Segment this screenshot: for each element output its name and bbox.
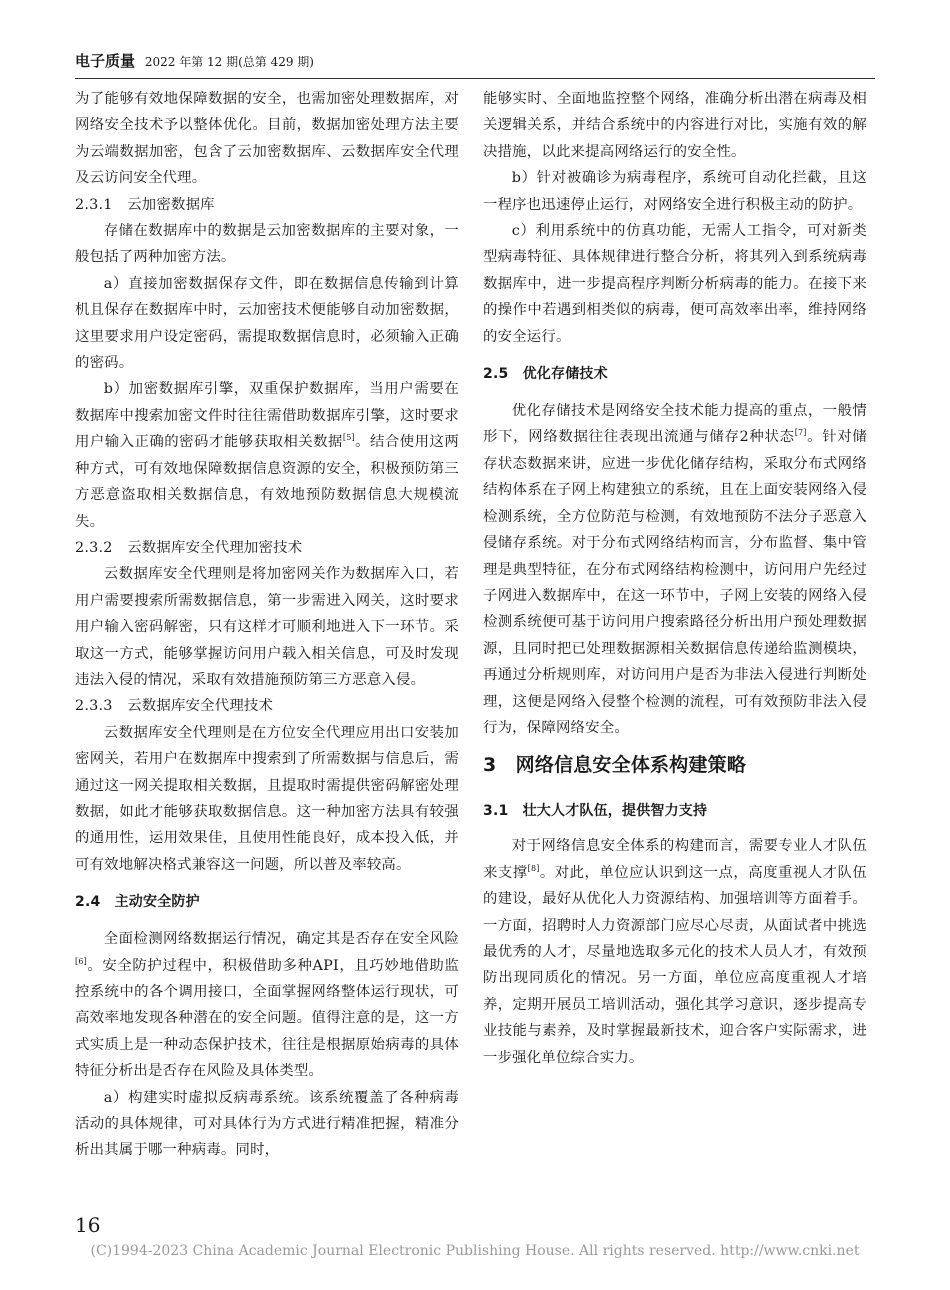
citation-6: [6]: [75, 956, 87, 966]
left-column: [75, 86, 459, 1164]
paragraph: a）直接加密数据保存文件，即在数据信息传输到计算机且保存在数据库中时，云加密技术便能够自动加密数据，这里要求用户设定密码，需提取数据信息时，必须输入正确的密码。: [75, 275, 459, 372]
copyright-notice: (C)1994-2023 China Academic Journal Electronic Publishing House. All rights reserved. http://www.cnki.net: [90, 1243, 860, 1259]
heading-2-3-3: 2.3.3 云数据库安全代理技术: [75, 698, 274, 715]
paragraph: b）针对被确诊为病毒程序，系统可自动化拦截，且这一程序也迅速停止运行，对网络安全进行积极主动的防护。: [483, 170, 867, 213]
header-rule: [75, 78, 875, 79]
heading-section-3: 3 网络信息安全体系构建策略: [483, 754, 747, 777]
paragraph: 云数据库安全代理则是将加密网关作为数据库入口，若用户需要搜索所需数据信息，第一步需进入网关，这时要求用户输入密码解密，只有这样才可顺利地进入下一环节。采取这一方式，能够掌握访问用户载入相关信息，可及时发现违法入侵的情况，采取有效措施预防第三方恶意入侵。: [75, 566, 459, 688]
heading-2-4: 2.4 主动安全防护: [75, 894, 200, 911]
paragraph: 存储在数据库中的数据是云加密数据库的主要对象，一般包括了两种加密方法。: [75, 223, 459, 266]
page-number: 16: [75, 1213, 101, 1237]
heading-2-5: 2.5 优化存储技术: [483, 366, 608, 383]
paragraph: b）加密数据库引擎，双重保护数据库，当用户需要在数据库中搜索加密文件时往往需借助数据库引擎，这时要求用户输入正确的密码才能够获取相关数据[5]。结合使用这两种方式，可有效地保障数据信息资源的安全，积极预防第三方恶意盗取相关数据信息，有效地预防数据信息大规模流失。: [75, 381, 459, 530]
paragraph: 云数据库安全代理则是在方位安全代理应用出口安装加密网关，若用户在数据库中搜索到了所需数据与信息后，需通过这一网关提取相关数据，且提取时需提供密码解密处理数据，如此才能够获取数据信息。这一种加密方法具有较强的通用性，运用效果佳，且使用性能良好，成本投入低，并可有效地解决格式兼容这一问题，所以普及率较高。: [75, 724, 459, 873]
heading-2-3-2: 2.3.2 云数据库安全代理加密技术: [75, 539, 303, 556]
paragraph: 能够实时、全面地监控整个网络，准确分析出潜在病毒及相关逻辑关系，并结合系统中的内容进行对比，实施有效的解决措施，以此来提高网络运行的安全性。: [483, 91, 867, 160]
citation-5: [5]: [342, 433, 355, 443]
paragraph: c）利用系统中的仿真功能，无需人工指令，可对新类型病毒特征、具体规律进行整合分析，将其列入到系统病毒数据库中，进一步提高程序判断分析病毒的能力。在接下来的操作中若遇到相类似的病毒，便可高效率出率，维持网络的安全运行。: [483, 223, 867, 345]
issue-info: 2022 年第 12 期(总第 429 期): [144, 55, 314, 69]
paragraph-data-encryption-intro: 为了能够有效地保障数据的安全，也需加密处理数据库，对网络安全技术予以整体优化。目前，数据加密处理方法主要为云端数据加密，包含了云加密数据库、云数据库安全代理及云访问安全代理。: [75, 91, 459, 187]
running-header: [75, 52, 875, 71]
paragraph: 优化存储技术是网络安全技术能力提高的重点，一般情形下，网络数据往往表现出流通与储存2种状态[7]。针对储存状态数据来讲，应进一步优化储存结构，采取分布式网络结构体系在子网上构建独立的系统，且在上面安装网络入侵检测系统，全方位防范与检测，有效地预防不法分子恶意入侵储存系统。对于分布式网络结构而言，分布监督、集中管理是典型特征，在分布式网络结构检测中，访问用户先经过子网进入数据库中，在这一环节中，子网上安装的网络入侵检测系统便可基于访问用户搜索路径分析出用户预处理数据源，且同时把已处理数据源相关数据信息传递给监测模块，再通过分析规则库，对访问用户是否为非法入侵进行判断处理，这便是网络入侵整个检测的流程，可有效预防非法入侵行为，保障网络安全。: [483, 403, 867, 736]
citation-7: [7]: [794, 428, 807, 438]
paragraph: a）构建实时虚拟反病毒系统。该系统覆盖了各种病毒活动的具体规律，可对具体行为方式进行精准把握，精准分析出其属于哪一种病毒。同时，: [75, 1089, 459, 1159]
heading-3-1: 3.1 壮大人才队伍，提供智力支持: [483, 803, 708, 820]
citation-8: [8]: [527, 863, 540, 873]
paragraph: 对于网络信息安全体系的构建而言，需要专业人才队伍来支撑[8]。对此，单位应认识到这一点，高度重视人才队伍的建设，最好从优化人力资源结构、加强培训等方面着手。一方面，招聘时人力资源部门应尽心尽责，从面试者中挑选最优秀的人才，尽量地选取多元化的技术人员人才，有效预防出现同质化的情况。另一方面，单位应高度重视人才培养，定期开展员工培训活动，强化其学习意识，逐步提高专业技能与素养，及时掌握最新技术，迎合客户实际需求，进一步强化单位综合实力。: [483, 838, 867, 1066]
heading-2-3-1: 2.3.1 云加密数据库: [75, 196, 215, 213]
right-column: [483, 86, 867, 1071]
paragraph: 全面检测网络数据运行情况，确定其是否存在安全风险[6]。安全防护过程中，积极借助多种API，且巧妙地借助监控系统中的各个调用接口，全面掌握网络整体运行现状，可高效率地发现各种潜在的安全问题。值得注意的是，这一方式实质上是一种动态保护技术，往往是根据原始病毒的具体特征分析出是否存在风险及具体类型。: [75, 931, 459, 1080]
journal-title: 电子质量: [75, 52, 136, 70]
